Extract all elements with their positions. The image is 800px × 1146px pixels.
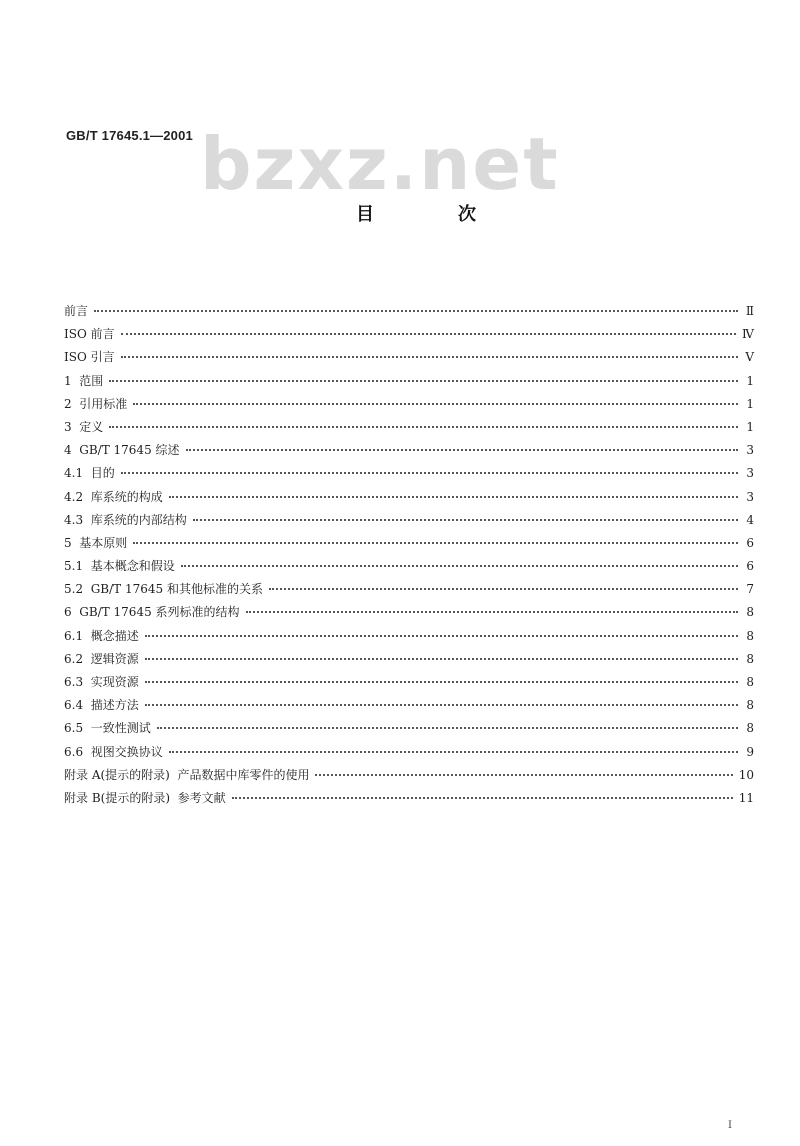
toc-entry-page: 9 — [746, 744, 754, 759]
toc-entry-page: 3 — [746, 443, 754, 458]
dot-leader — [145, 681, 738, 683]
toc-entry[interactable] — [64, 511, 754, 534]
dot-leader — [315, 774, 732, 776]
dot-leader — [109, 380, 738, 382]
toc-entry[interactable] — [64, 348, 754, 371]
dot-leader — [145, 658, 738, 660]
toc-entry-label: ISO 前言 — [64, 327, 115, 342]
toc-entry-label: 6.2 逻辑资源 — [64, 651, 139, 666]
toc-entry-page: 11 — [738, 790, 754, 805]
toc-entry[interactable] — [64, 719, 754, 742]
toc-entry-page: 3 — [746, 489, 754, 504]
toc-entry[interactable] — [64, 789, 754, 812]
dot-leader — [169, 751, 738, 753]
toc-entry-label: 4.2 库系统的构成 — [64, 489, 163, 504]
toc-entry-label: 1 范围 — [64, 373, 104, 388]
toc-entry-label: ISO 引言 — [64, 350, 115, 365]
page-number: Ⅰ — [728, 1120, 732, 1131]
toc-entry-label: 5.1 基本概念和假设 — [64, 559, 175, 574]
toc-entry[interactable] — [64, 580, 754, 603]
toc-entry-label: 附录 B(提示的附录) 参考文献 — [64, 790, 226, 805]
dot-leader — [94, 310, 738, 312]
toc-entry-page: 4 — [746, 512, 754, 527]
table-of-contents — [64, 302, 754, 812]
toc-entry-label: 4.1 目的 — [64, 466, 115, 481]
dot-leader — [169, 496, 738, 498]
toc-entry[interactable] — [64, 325, 754, 348]
dot-leader — [121, 472, 738, 474]
toc-entry-label: 6.5 一致性测试 — [64, 721, 151, 736]
toc-entry-page: 10 — [738, 767, 754, 782]
toc-entry-label: 6.6 视图交换协议 — [64, 744, 163, 759]
dot-leader — [186, 449, 738, 451]
toc-entry[interactable] — [64, 418, 754, 441]
toc-entry-label: 附录 A(提示的附录) 产品数据中库零件的使用 — [64, 767, 310, 782]
toc-entry[interactable] — [64, 766, 754, 789]
toc-entry-label: 6 GB/T 17645 系列标准的结构 — [64, 605, 240, 620]
toc-entry-page: 8 — [746, 651, 754, 666]
dot-leader — [121, 333, 736, 335]
toc-entry-page: 1 — [746, 373, 754, 388]
toc-entry[interactable] — [64, 603, 754, 626]
toc-entry-page: 6 — [746, 535, 754, 550]
toc-entry-page: 8 — [746, 698, 754, 713]
toc-entry-page: 1 — [746, 419, 754, 434]
toc-entry-label: 3 定义 — [64, 419, 104, 434]
toc-title — [356, 200, 476, 226]
toc-entry[interactable] — [64, 673, 754, 696]
toc-entry-page: Ⅳ — [742, 327, 754, 342]
toc-entry-label: 6.4 描述方法 — [64, 698, 139, 713]
toc-entry-page: 8 — [746, 605, 754, 620]
dot-leader — [109, 426, 738, 428]
watermark: bzxz.net — [200, 122, 560, 206]
toc-entry-page: 7 — [746, 582, 754, 597]
toc-entry-page: 8 — [746, 721, 754, 736]
toc-entry-label: 4.3 库系统的内部结构 — [64, 512, 187, 527]
toc-entry-label: 6.3 实现资源 — [64, 675, 139, 689]
dot-leader — [181, 565, 738, 567]
toc-entry-label: 前言 — [64, 304, 89, 318]
toc-entry-page: 3 — [746, 466, 754, 481]
dot-leader — [133, 542, 738, 544]
toc-entry[interactable] — [64, 441, 754, 464]
toc-entry-label: 5 基本原则 — [64, 535, 128, 550]
toc-entry-label: 2 引用标准 — [64, 396, 128, 411]
toc-entry-page: 6 — [746, 559, 754, 574]
dot-leader — [232, 797, 733, 799]
dot-leader — [157, 727, 738, 729]
toc-entry[interactable] — [64, 696, 754, 719]
dot-leader — [145, 704, 738, 706]
toc-entry[interactable] — [64, 372, 754, 395]
toc-entry-page: 1 — [746, 396, 754, 411]
toc-entry[interactable] — [64, 488, 754, 511]
dot-leader — [121, 356, 738, 358]
toc-entry[interactable] — [64, 534, 754, 557]
dot-leader — [193, 519, 738, 521]
toc-entry-label: 5.2 GB/T 17645 和其他标准的关系 — [64, 582, 263, 597]
toc-entry-label: 6.1 概念描述 — [64, 628, 139, 643]
toc-entry-page: Ⅴ — [745, 350, 754, 365]
toc-entry[interactable] — [64, 650, 754, 673]
toc-entry[interactable] — [64, 557, 754, 580]
dot-leader — [269, 588, 738, 590]
standard-code: GB/T 17645.1—2001 — [66, 128, 193, 143]
toc-entry-page: 8 — [746, 628, 754, 643]
toc-entry-page: Ⅱ — [745, 304, 754, 318]
dot-leader — [133, 403, 738, 405]
toc-entry[interactable] — [64, 627, 754, 650]
toc-entry[interactable] — [64, 743, 754, 766]
toc-entry[interactable] — [64, 464, 754, 487]
dot-leader — [246, 611, 738, 613]
toc-entry[interactable] — [64, 395, 754, 418]
dot-leader — [145, 635, 738, 637]
toc-entry[interactable] — [64, 302, 754, 325]
toc-entry-label: 4 GB/T 17645 综述 — [64, 443, 180, 458]
toc-title-left: 目 — [356, 204, 374, 225]
toc-entry-page: 8 — [746, 675, 754, 689]
toc-title-right: 次 — [458, 204, 476, 225]
